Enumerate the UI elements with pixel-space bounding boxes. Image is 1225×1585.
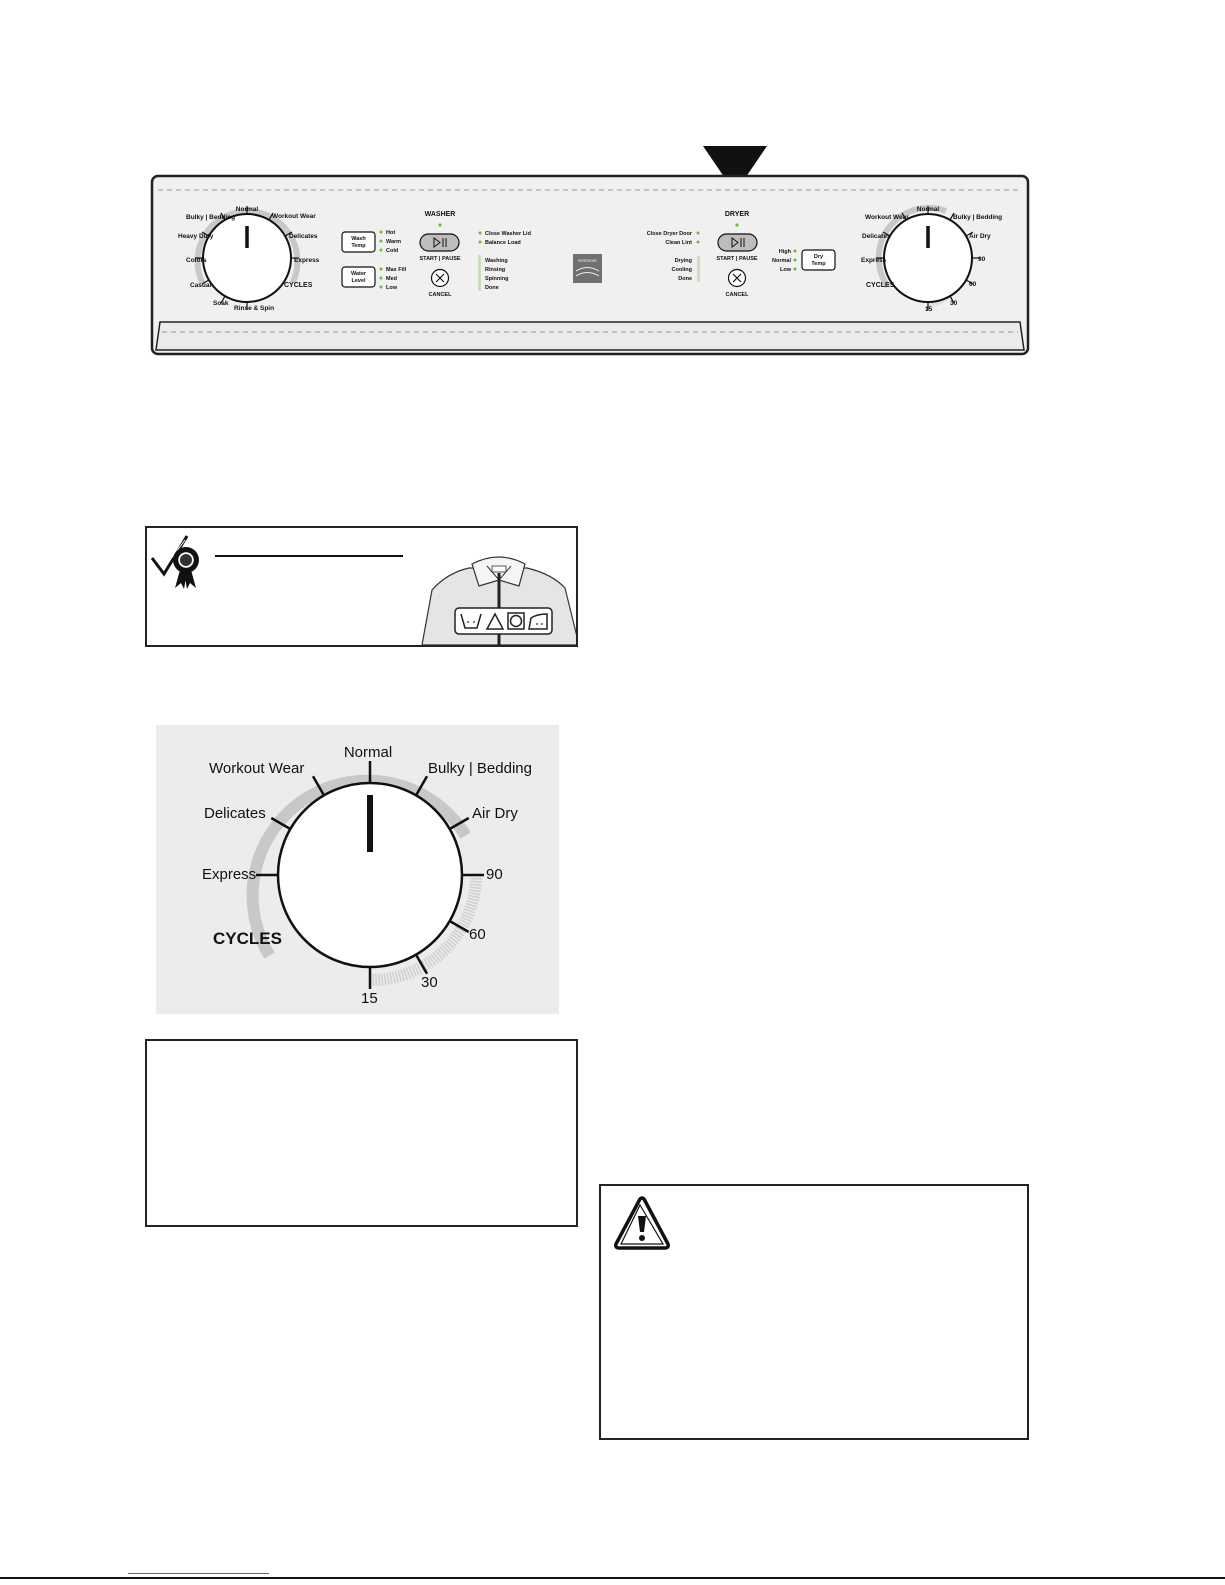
- tip-illustration: [147, 528, 576, 645]
- washer-progress-washing: Washing: [485, 258, 508, 264]
- wash-temp-hot: Hot: [386, 230, 396, 236]
- dial-label-air-dry: Air Dry: [472, 805, 518, 822]
- kenmore-logo: [573, 254, 602, 283]
- washer-status-balance-load: Balance Load: [485, 240, 521, 246]
- water-level-med: Med: [386, 276, 397, 282]
- dryer-small-60: 60: [969, 281, 977, 288]
- dryer-small-normal: Normal: [916, 206, 940, 213]
- tip-title-rule: [215, 555, 403, 557]
- dryer-small-cycles-label: CYCLES: [866, 282, 895, 289]
- dryer-progress-drying: Drying: [674, 258, 692, 264]
- dial-label-bulky-bedding: Bulky | Bedding: [428, 760, 532, 777]
- washer-dial-colors: Colors: [186, 257, 207, 264]
- dial-label-workout-wear: Workout Wear: [209, 760, 305, 777]
- dry-temp-low: Low: [780, 267, 791, 273]
- dry-temp-button[interactable]: [802, 250, 835, 270]
- dryer-cycle-dial-figure: [156, 725, 559, 1014]
- footer-rule: [0, 1577, 1225, 1579]
- dryer-small-delicates: Delicates: [862, 233, 891, 240]
- tip-box: [145, 526, 578, 647]
- water-level-low: Low: [386, 285, 397, 291]
- dryer-small-bulky: Bulky | Bedding: [953, 214, 1003, 221]
- dial-label-normal: Normal: [343, 744, 393, 761]
- dryer-status-clean-lint: Clean Lint: [665, 240, 692, 246]
- wash-temp-warm: Warm: [386, 239, 402, 245]
- dryer-cancel-label: CANCEL: [725, 292, 749, 298]
- dryer-small-15: 15: [925, 306, 933, 313]
- dryer-title: DRYER: [724, 211, 750, 218]
- footer-link-underline: [128, 1573, 269, 1574]
- washer-cancel-label: CANCEL: [428, 292, 452, 298]
- water-level-button[interactable]: [342, 267, 375, 287]
- logo-text: Kenmore: [578, 258, 597, 263]
- washer-dial-cycles-label: CYCLES: [284, 282, 313, 289]
- dial-label-15: 15: [361, 990, 378, 1007]
- dryer-start-pause-button[interactable]: [718, 234, 757, 251]
- dryer-small-express: Express: [861, 257, 887, 264]
- dryer-status-close-door: Close Dryer Door: [646, 231, 692, 237]
- dry-temp-high: High: [778, 249, 791, 255]
- washer-dial-bulky-bedding: Bulky | Bedding: [186, 214, 236, 221]
- wash-temp-cold: Cold: [386, 248, 399, 254]
- water-level-label-2: Level: [351, 278, 366, 284]
- dryer-cancel-button[interactable]: [729, 270, 746, 287]
- washer-indicator-light: [438, 223, 441, 226]
- dry-temp-label-1: Dry: [813, 254, 824, 260]
- dry-temp-label-2: Temp: [811, 261, 826, 267]
- award-ribbon-icon: [152, 536, 199, 589]
- dial-label-30: 30: [421, 974, 438, 991]
- washer-start-pause-button[interactable]: [420, 234, 459, 251]
- dial-label-cycles: CYCLES: [213, 929, 282, 948]
- wash-temp-label-1: Wash: [351, 236, 366, 242]
- washer-dial-workout-wear: Workout Wear: [272, 213, 316, 220]
- washer-progress-bar: [478, 255, 481, 291]
- dial-label-express: Express: [202, 866, 257, 883]
- washer-dial-express: Express: [294, 257, 320, 264]
- washer-dial-heavy-duty: Heavy Duty: [178, 233, 214, 240]
- dryer-progress-done: Done: [678, 276, 692, 282]
- washer-progress-spinning: Spinning: [485, 276, 509, 282]
- washer-dial-casual: Casual: [190, 282, 212, 289]
- wash-temp-label-2: Temp: [351, 243, 366, 249]
- dryer-indicator-light: [735, 223, 738, 226]
- washer-title: WASHER: [424, 211, 456, 218]
- dial-label-delicates: Delicates: [204, 805, 266, 822]
- dryer-progress-cooling: Cooling: [671, 267, 692, 273]
- wash-temp-button[interactable]: [342, 232, 375, 252]
- shirt-care-label-icon: [422, 557, 576, 645]
- dryer-small-workout: Workout Wear: [865, 214, 909, 221]
- note-box: [145, 1039, 578, 1227]
- caution-box: [599, 1184, 1029, 1440]
- washer-progress-done: Done: [485, 285, 499, 291]
- washer-progress-rinsing: Rinsing: [485, 267, 506, 273]
- dial-label-90: 90: [486, 866, 503, 883]
- water-level-label-1: Water: [350, 271, 367, 277]
- warning-triangle-icon: [611, 1196, 671, 1252]
- washer-dial-soak: Soak: [213, 300, 229, 307]
- dryer-small-30: 30: [950, 300, 958, 307]
- dryer-small-90: 90: [978, 256, 986, 263]
- washer-start-pause-label: START | PAUSE: [419, 256, 461, 262]
- dryer-progress-bar: [697, 256, 700, 282]
- dryer-start-pause-label: START | PAUSE: [716, 256, 758, 262]
- washer-dial-normal: Normal: [235, 206, 259, 213]
- washer-status-close-lid: Close Washer Lid: [485, 231, 531, 237]
- washer-cancel-button[interactable]: [432, 270, 449, 287]
- water-level-max: Max Fill: [386, 267, 407, 273]
- washer-dial-rinse-spin: Rinse & Spin: [234, 305, 275, 312]
- dryer-small-air-dry: Air Dry: [969, 233, 991, 240]
- dry-temp-normal: Normal: [772, 258, 791, 264]
- dial-label-60: 60: [469, 926, 486, 943]
- washer-dial-delicates: Delicates: [289, 233, 318, 240]
